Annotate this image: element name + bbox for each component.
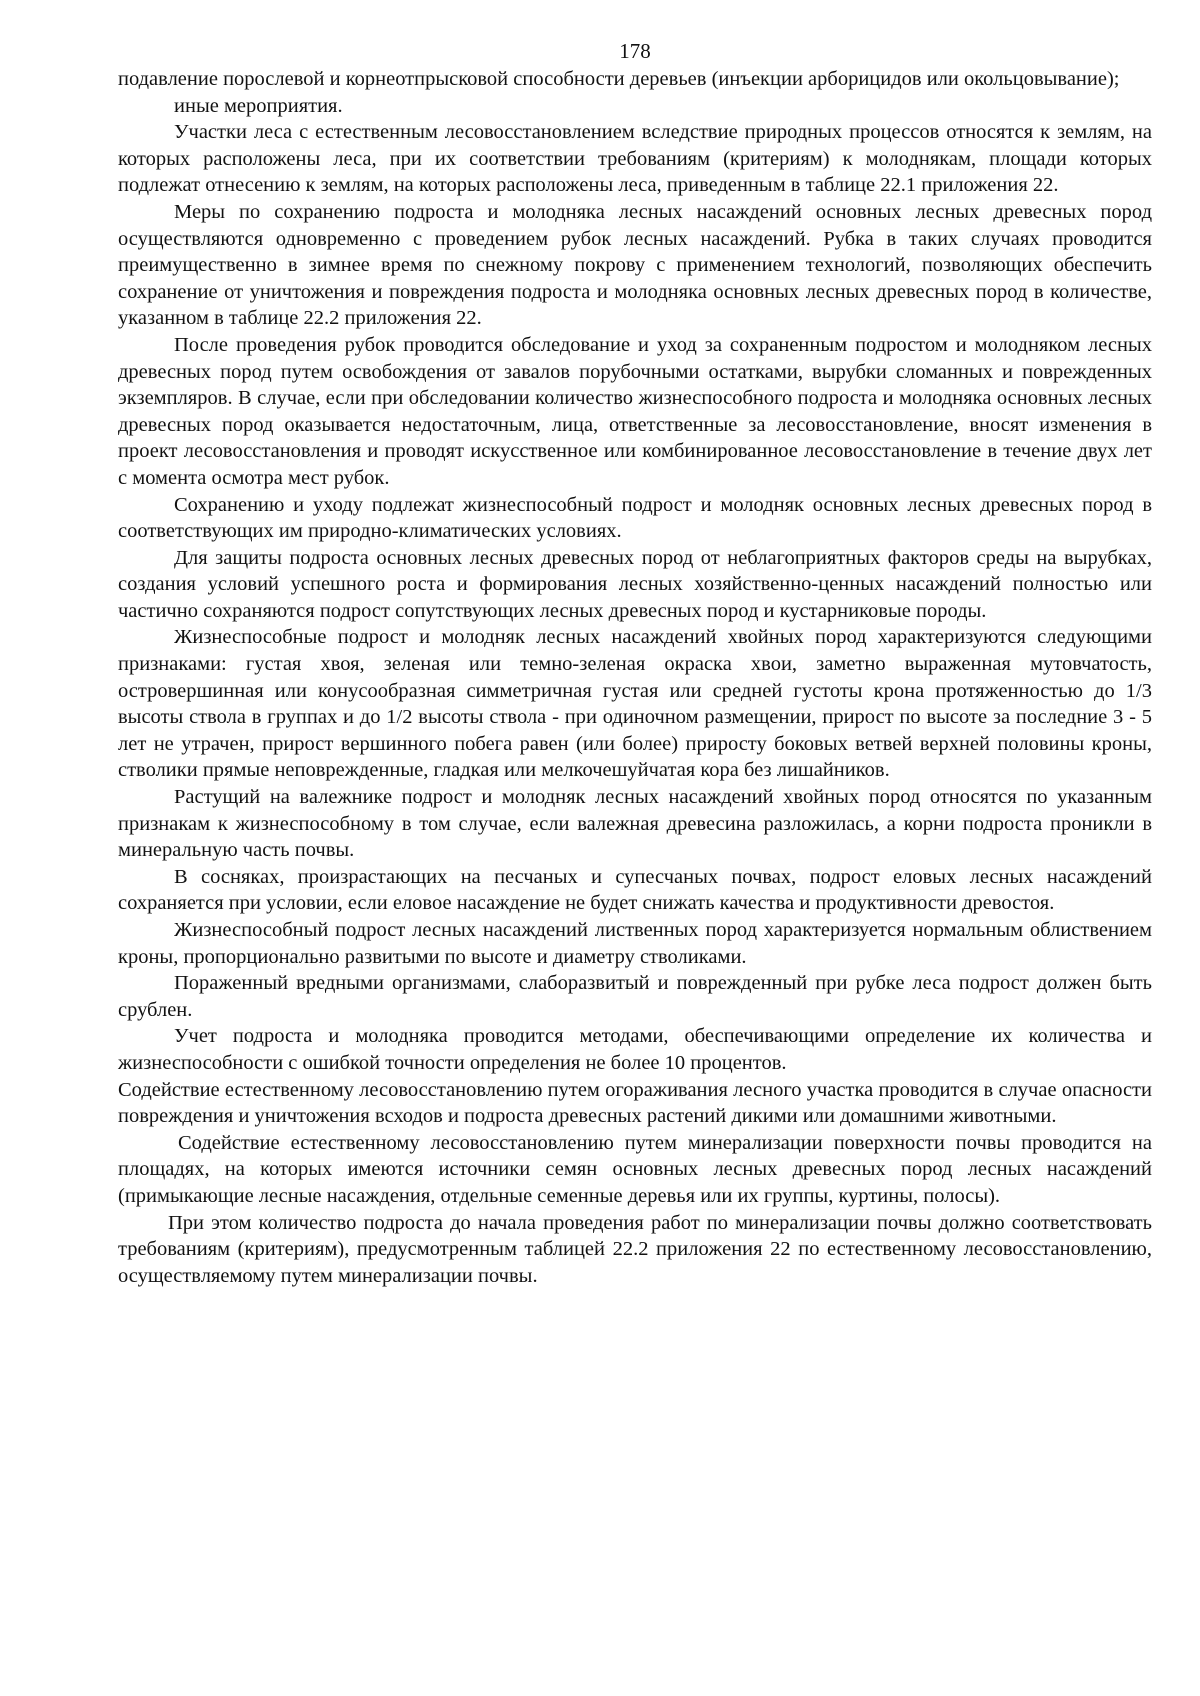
paragraph-care-subject: Сохранению и уходу подлежат жизнеспособный подрост и молодняк основных лесных древесных пород в соответствующих им природно-климатических условиях. — [118, 493, 1152, 543]
paragraph-suppression-methods: подавление порослевой и корнеотпрысковой способности деревьев (инъекции арборицидов или окольцовывание); — [118, 68, 1120, 90]
paragraph-damaged-undergrowth: Пораженный вредными организмами, слаборазвитый и поврежденный при рубке леса подрост должен быть срублен. — [118, 972, 1152, 1021]
paragraph-conifer-viability-signs: Жизнеспособные подрост и молодняк лесных насаждений хвойных пород характеризуются следующими признаками: густая хвоя, зеленая или темно-зеленая окраска хвои, заметно выраженная мутовчатость, островершинная или конусообразная симметричная густая или средней густоты крона протяженностью до 1/3 высоты ствола в группах и до 1/2 высоты ствола - при одиночном размещении, прирост по высоте за последние 3 - 5 лет не утрачен, прирост вершинного побега равен (или более) приросту боковых ветвей верхней половины кроны, стволики прямые неповрежденные, гладкая или мелкочешуйчатая кора без лишайников. — [118, 626, 1152, 782]
paragraph-undergrowth-accounting: Учет подроста и молодняка проводится методами, обеспечивающими определение их количества и жизнеспособности с ошибкой точности определения не более 10 процентов. — [118, 1025, 1152, 1074]
paragraph-protection-factors: Для защиты подроста основных лесных древесных пород от неблагоприятных факторов среды на вырубках, создания условий успешного роста и формирования лесных хозяйственно-ценных насаждений полностью или частично сохраняются подрост сопутствующих лесных древесных пород и кустарниковые породы. — [118, 546, 1152, 622]
paragraph-undergrowth-preservation: Меры по сохранению подроста и молодняка лесных насаждений основных лесных древесных пород осуществляются одновременно с проведением рубок лесных насаждений. Рубка в таких случаях проводится преимущественно в зимнее время по снежному покрову с применением технологий, позволяющих обеспечить сохранение от уничтожения и повреждения подроста и молодняка основных лесных древесных пород в количестве, указанном в таблице 22.2 приложения 22. — [118, 200, 1152, 330]
paragraph-deciduous-viability: Жизнеспособный подрост лесных насаждений лиственных пород характеризуется нормальным облиствением кроны, пропорционально развитыми по высоте и диаметру стволиками. — [118, 919, 1152, 968]
paragraph-natural-regeneration-plots: Участки леса с естественным лесовосстановлением вследствие природных процессов относятся к землям, на которых расположены леса, при их соответствии требованиям (критериям) к молоднякам, площади которых подлежат отнесению к землям, на которых расположены леса, приведенным в таблице 22.1 приложения 22. — [118, 121, 1152, 197]
paragraph-other-measures: иные мероприятия. — [174, 94, 343, 117]
paragraph-pine-stands: В сосняках, произрастающих на песчаных и супесчаных почвах, подрост еловых лесных насаждений сохраняется при условии, если еловое насаждение не будет снижать качества и продуктивности древостоя. — [118, 865, 1152, 915]
paragraph-mineralization-requirements: При этом количество подроста до начала проведения работ по минерализации почвы должно соответствовать требованиям (критериям), предусмотренным таблицей 22.2 приложения 22 по естественному лесовосстановлению, осуществляемому путем минерализации почвы. — [118, 1211, 1152, 1287]
page-number: 178 — [619, 39, 651, 63]
document-page — [118, 38, 1152, 1289]
paragraph-post-felling-survey: После проведения рубок проводится обследование и уход за сохраненным подростом и молодняком лесных древесных пород путем освобождения от завалов порубочными остатками, вырубки сломанных и поврежденных экземпляров. В случае, если при обследовании количество жизнеспособного подроста и молодняка основных лесных древесных пород оказывается недостаточным, лица, ответственные за лесовосстановление, вносят изменения в проект лесовосстановления и проводят искусственное или комбинированное лесовосстановление в течение двух лет с момента осмотра мест рубок. — [118, 333, 1152, 489]
paragraph-fencing-assistance: Содействие естественному лесовосстановлению путем огораживания лесного участка проводится в случае опасности повреждения и уничтожения всходов и подроста древесных растений дикими или домашними животными. — [118, 1078, 1152, 1128]
paragraph-soil-mineralization: Содействие естественному лесовосстановлению путем минерализации поверхности почвы проводится на площадях, на которых имеются источники семян основных лесных древесных пород лесных насаждений (примыкающие лесные насаждения, отдельные семенные деревья или их группы, куртины, полосы). — [118, 1131, 1152, 1207]
paragraph-deadwood-undergrowth: Растущий на валежнике подрост и молодняк лесных насаждений хвойных пород относятся по указанным признакам к жизнеспособному в том случае, если валежная древесина разложилась, а корни подроста проникли в минеральную часть почвы. — [118, 786, 1152, 862]
